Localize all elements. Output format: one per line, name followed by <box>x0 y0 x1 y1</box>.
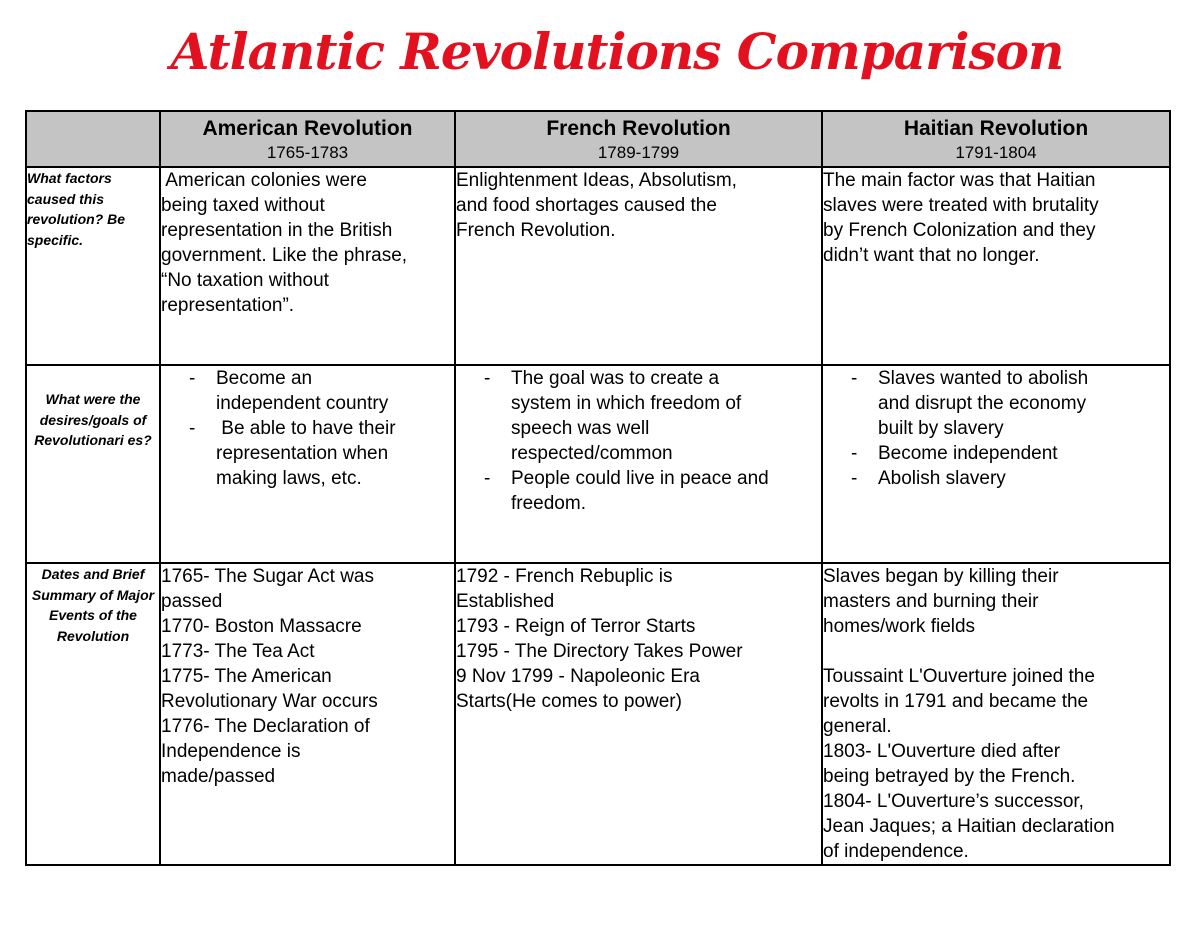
list-item <box>161 366 454 416</box>
header-row <box>26 111 1170 167</box>
cell-line: masters and burning their <box>823 591 1039 612</box>
question-line: desires/goals <box>39 411 130 428</box>
cell-line: 1770- Boston Massacre <box>161 616 362 637</box>
cell-line: Revolutionary War occurs <box>161 691 378 712</box>
cell-line: slaves were treated with brutality <box>823 195 1099 216</box>
header-american <box>160 111 455 167</box>
header-corner-cell <box>26 111 160 167</box>
list-item <box>823 366 1169 441</box>
cell-line: Slaves began by killing their <box>823 566 1059 587</box>
comparison-table <box>25 110 1171 866</box>
row-question-goals <box>26 365 160 563</box>
cell-line: Jean Jaques; a Haitian declaration <box>823 816 1115 837</box>
cell-line: system in which freedom of <box>511 393 742 414</box>
cell-line: The main factor was that Haitian <box>823 170 1096 191</box>
column-title: American Revolution <box>202 117 413 140</box>
cell-line: 9 Nov 1799 - Napoleonic Era <box>456 666 700 687</box>
cell-line: and food shortages caused the <box>456 195 717 216</box>
header-french <box>455 111 822 167</box>
cell-line: 1793 - Reign of Terror Starts <box>456 616 696 637</box>
cell-line: of independence. <box>823 841 969 862</box>
cell-blank-line <box>823 639 1169 664</box>
column-years: 1791-1804 <box>955 143 1037 162</box>
column-title: Haitian Revolution <box>903 117 1089 140</box>
cell-line: being taxed without <box>161 195 325 216</box>
cell-line: and disrupt the economy <box>878 393 1087 414</box>
cell-line: “No taxation without <box>161 270 329 291</box>
question-line: Summary of <box>31 586 113 603</box>
column-title: French Revolution <box>546 117 731 140</box>
dash-bullet: - <box>189 418 196 439</box>
cell-line: representation when <box>216 443 389 464</box>
cell-line: 1803- L'Ouverture died after <box>823 741 1061 762</box>
cell-line: Slaves wanted to abolish <box>878 368 1089 389</box>
cell-line: representation in the British <box>161 220 393 241</box>
row-question-events <box>26 563 160 865</box>
cell-line: 1775- The American <box>161 666 332 687</box>
table-row-causes <box>26 167 1170 365</box>
cell-haitian-goals <box>822 365 1170 563</box>
list-item <box>456 366 821 466</box>
question-line: of the <box>98 607 137 623</box>
question-line: Brief <box>112 566 145 582</box>
question-line: Dates and <box>41 566 109 582</box>
row-question-causes <box>26 167 160 365</box>
dash-bullet: - <box>484 368 491 389</box>
cell-line: Toussaint L'Ouverture joined the <box>823 666 1095 687</box>
bullet-list <box>456 366 821 516</box>
cell-line: general. <box>823 716 892 737</box>
cell-line: made/passed <box>161 766 276 787</box>
cell-line: People could live in peace and <box>511 468 769 489</box>
dash-bullet: - <box>484 468 491 489</box>
cell-line: government. Like the phrase, <box>161 245 408 266</box>
question-line: es? <box>127 432 152 448</box>
cell-line: being betrayed by the French. <box>823 766 1076 787</box>
question-line: Major Events <box>49 586 155 623</box>
cell-line: Independence is <box>161 741 301 762</box>
question-line: Be specific. <box>27 211 126 248</box>
cell-line: Become an <box>216 368 313 389</box>
column-years: 1789-1799 <box>597 143 680 162</box>
cell-line: 1773- The Tea Act <box>161 641 315 662</box>
table-row-events <box>26 563 1170 865</box>
question-line: revolution? <box>27 211 104 227</box>
cell-line: respected/common <box>511 443 673 464</box>
dash-bullet: - <box>851 443 858 464</box>
cell-french-goals <box>455 365 822 563</box>
cell-american-goals <box>160 365 455 563</box>
cell-line: 1776- The Declaration of <box>161 716 370 737</box>
header-haitian <box>822 111 1170 167</box>
cell-line: built by slavery <box>878 418 1004 439</box>
cell-line: Starts(He comes to power) <box>456 691 682 712</box>
cell-line: 1804- L'Ouverture’s successor, <box>823 791 1084 812</box>
cell-line: Enlightenment Ideas, Absolutism, <box>456 170 737 191</box>
dash-bullet: - <box>189 368 196 389</box>
cell-line: independent country <box>216 393 389 414</box>
list-item <box>823 466 1169 491</box>
question-line: What factors <box>27 170 112 186</box>
dash-bullet: - <box>851 468 858 489</box>
cell-line: speech was well <box>511 418 650 439</box>
cell-line: Be able to have their <box>216 418 396 439</box>
cell-line: 1765- The Sugar Act was <box>161 566 374 587</box>
question-line: of <box>133 411 147 428</box>
bullet-list <box>823 366 1169 491</box>
cell-line: homes/work fields <box>823 616 976 637</box>
cell-line: passed <box>161 591 223 612</box>
cell-french-causes <box>455 167 822 365</box>
cell-american-causes <box>160 167 455 365</box>
cell-line: didn’t want that no longer. <box>823 245 1040 266</box>
cell-line: revolts in 1791 and became the <box>823 691 1089 712</box>
cell-line: Established <box>456 591 555 612</box>
list-item <box>161 416 454 491</box>
document-title: Atlantic Revolutions Comparison <box>170 22 1064 81</box>
cell-line: representation”. <box>161 295 295 316</box>
question-line: Revolutionari <box>34 432 124 448</box>
cell-line: by French Colonization and they <box>823 220 1096 241</box>
cell-haitian-events <box>822 563 1170 865</box>
cell-line: 1795 - The Directory Takes Power <box>456 641 743 662</box>
table-row-goals <box>26 365 1170 563</box>
cell-french-events <box>455 563 822 865</box>
question-line: caused this <box>27 190 105 207</box>
cell-line: 1792 - French Rebuplic is <box>456 566 673 587</box>
list-item <box>823 441 1169 466</box>
cell-line: making laws, etc. <box>216 468 362 489</box>
cell-line: Become independent <box>878 443 1058 464</box>
cell-line: The goal was to create a <box>511 368 720 389</box>
cell-line: French Revolution. <box>456 220 616 241</box>
column-years: 1765-1783 <box>266 143 349 162</box>
question-line: What were the <box>45 391 141 407</box>
cell-line: Abolish slavery <box>878 468 1006 489</box>
list-item <box>456 466 821 516</box>
dash-bullet: - <box>851 368 858 389</box>
cell-american-events <box>160 563 455 865</box>
question-line: Revolution <box>56 627 130 644</box>
cell-haitian-causes <box>822 167 1170 365</box>
cell-line: American colonies were <box>161 170 367 191</box>
bullet-list <box>161 366 454 491</box>
cell-line: freedom. <box>511 493 586 514</box>
